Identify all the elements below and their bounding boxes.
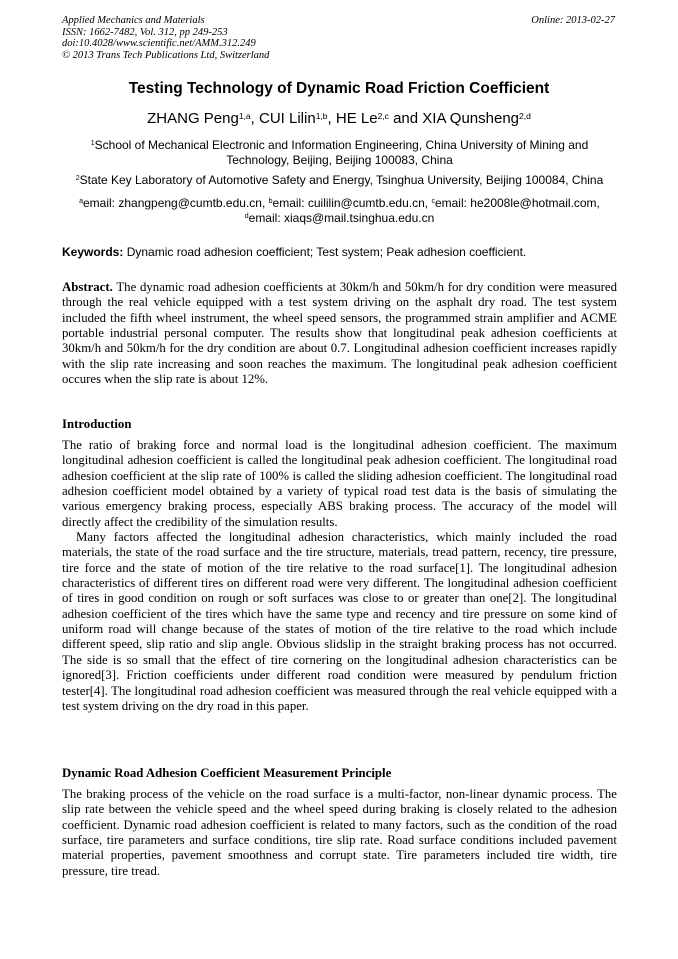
abstract-text: The dynamic road adhesion coefficients at 30km/h and 50km/h for dry condition were measured through the real vehicle equipped with a test system driving on the asphalt dry road. The test system included the fifth wheel instrument, the wheel speed sensors, the programmed strain amplifier and ACME portable industrial personal computer. The results show that longitudinal peak adhesion coefficients at 30km/h and 50km/h for the dry condition are about 0.7. Longitudinal adhesion coefficient increases rapidly with the slip rate increasing and soon reaches the maximum. The longitudinal peak adhesion coefficient occures when the slip rate is about 12%. [62,280,617,387]
email-c[interactable]: email: he2008le@hotmail.com, [434,196,600,210]
abstract-label: Abstract. [62,280,113,294]
author-name: XIA Qunsheng [422,110,520,127]
section-heading-introduction: Introduction [62,417,132,431]
email-superscript: a [79,198,83,205]
journal-copyright: © 2013 Trans Tech Publications Ltd, Switzerland [62,49,270,61]
email-superscript: b [268,198,273,205]
abstract [62,280,617,387]
author-name: CUI Lilin [259,110,316,127]
email-d[interactable]: email: xiaqs@mail.tsinghua.edu.cn [248,211,435,225]
affiliation-superscript: 2 [75,175,80,182]
keywords-label: Keywords: [62,245,124,259]
author-separator: and [388,110,423,127]
keywords-text: Dynamic road adhesion coefficient; Test system; Peak adhesion coefficient. [123,245,527,259]
introduction-body [62,438,617,714]
email-a[interactable]: email: zhangpeng@cumtb.edu.cn, [83,196,269,210]
paper-title: Testing Technology of Dynamic Road Friction Coefficient [128,80,550,97]
author-list [0,110,678,128]
affiliation-text: School of Mechanical Electronic and Information Engineering, China University of Mining and Technology, Beijing, Beijing 100083, China [94,138,589,167]
email-b[interactable]: email: cuililin@cumtb.edu.cn, [272,196,432,210]
section-heading-principle: Dynamic Road Adhesion Coefficient Measurement Principle [62,766,392,780]
keywords [62,245,617,260]
paragraph: The ratio of braking force and normal load is the longitudinal adhesion coefficient. The maximum longitudinal adhesion coefficient is called the longitudinal peak adhesion coefficient. The longitudinal road adhesion coefficient at the slip rate of 100% is called the sliding adhesion coefficient. The longitudinal road adhesion coefficient model obtained by a variety of typical road test data is the basis of simulating the various emergency braking process, especially ABS braking process. The accuracy of the model will directly affect the credibility of the simulation results. [62,438,617,529]
email-superscript: c [431,198,435,205]
affiliation-1 [62,138,617,168]
author-separator: , [327,110,336,127]
author-separator: , [250,110,259,127]
journal-name: Applied Mechanics and Materials [62,15,205,26]
author-superscript: 2,d [519,111,531,121]
online-date: Online: 2013-02-27 [531,15,615,26]
author-name: ZHANG Peng [147,110,239,127]
author-superscript: 1,a [238,111,251,121]
journal-doi[interactable]: doi:10.4028/www.scientific.net/AMM.312.249 [62,38,256,49]
journal-issn: ISSN: 1662-7482, Vol. 312, pp 249-253 [62,26,228,38]
affiliation-text: State Key Laboratory of Automotive Safety and Energy, Tsinghua University, Beijing 100084, China [79,173,604,187]
author-name: HE Le [335,110,378,127]
principle-body [62,787,617,879]
author-superscript: 2,c [377,111,389,121]
journal-header [62,15,269,61]
email-block [62,196,617,226]
paragraph: The braking process of the vehicle on the road surface is a multi-factor, non-linear dynamic process. The slip rate between the vehicle speed and the wheel speed during braking is closely related to the adhesion coefficient. Dynamic road adhesion coefficient is related to many factors, such as the condition of the road surface, tire parameters and surface conditions, tire slip rate. Road surface conditions included pavement material properties, pavement smoothness and corrupt state. Tire parameters included tire width, tire pressure, tire tread. [62,787,617,878]
author-superscript: 1,b [315,111,328,121]
email-superscript: d [244,213,249,220]
affiliation-2 [62,173,617,188]
affiliation-superscript: 1 [90,140,95,147]
paragraph: Many factors affected the longitudinal adhesion characteristics, which mainly included the road materials, the state of the road surface and the tire structure, materials, tread pattern, recency, tire pressure, tire force and the state of motion of the tire relative to the road surface[1]. The longitudinal adhesion characteristics of different tires on different road were very different. The longitudinal adhesion coefficient of tires in good condition on rough or soft surfaces was close to or greater than one[2]. The longitudinal adhesion coefficient of the tires which have the same type and recency and tire pressure on some kind of uniform road will change because of the states of motion of the tire relative to the road which include different speed, slip ratio and slip angle. Obvious slidslip in the straight braking process has not occurred. The side is so small that the effect of tire cornering on the longitudinal adhesion characteristics can be ignored[3]. Friction coefficients under different road condition were measured by pendulum friction tester[4]. The longitudinal road adhesion coefficient was measured through the real vehicle equipped with a test system driving on the dry road in this paper. [62,530,617,713]
